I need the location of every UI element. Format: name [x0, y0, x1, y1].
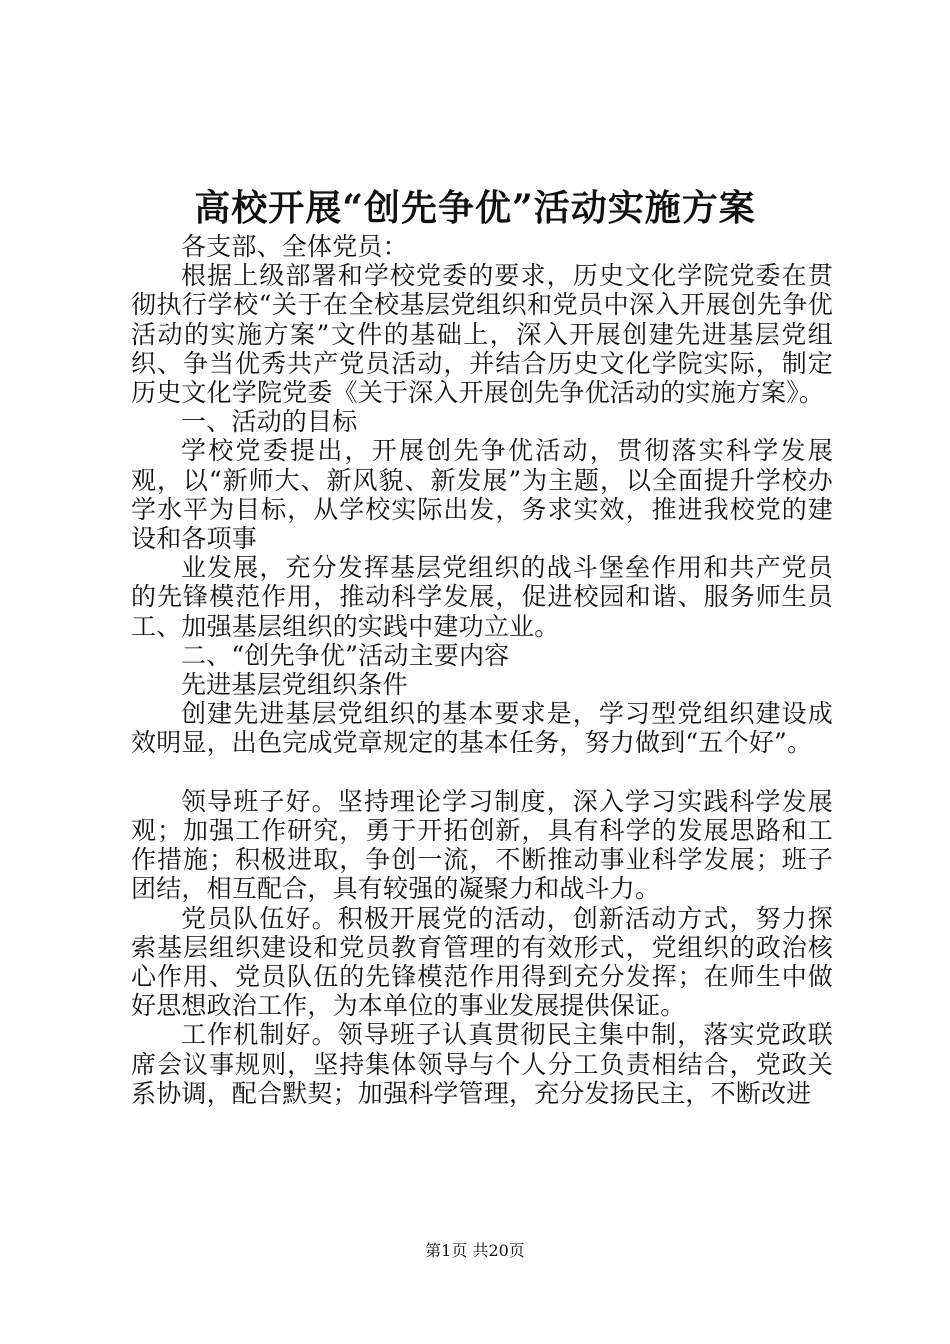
document-title: 高校开展“创先争优”活动实施方案: [194, 187, 756, 229]
paragraph-work-mechanism: 工作机制好。领导班子认真贯彻民主集中制，落实党政联席会议事规则，坚持集体领导与个人分工负责相结合，党政关系协调，配合默契；加强科学管理，充分发扬民主，不断改进: [131, 1020, 833, 1108]
paragraph-basic-requirements: 创建先进基层党组织的基本要求是，学习型党组织建设成效明显，出色完成党章规定的基本任务，努力做到“五个好”。: [131, 699, 833, 758]
paragraph-goal: 学校党委提出，开展创先争优活动，贯彻落实科学发展观，以“新师大、新风貌、新发展”为主题，以全面提升学校办学水平为目标，从学校实际出发，务求实效，推进我校党的建设和各项事: [131, 436, 833, 554]
heading-activity-goal: 一、活动的目标: [181, 407, 358, 437]
subheading-conditions: 先进基层党组织条件: [181, 670, 408, 700]
paragraph-goal-continued: 业发展，充分发挥基层党组织的战斗堡垒作用和共产党员的先锋模范作用，推动科学发展，促进校园和谐、服务师生员工、加强基层组织的实践中建功立业。: [131, 553, 833, 641]
paragraph-party-members: 党员队伍好。积极开展党的活动，创新活动方式，努力探索基层组织建设和党员教育管理的有效形式，党组织的政治核心作用、党员队伍的先锋模范作用得到充分发挥；在师生中做好思想政治工作，为本单位的事业发展提供保证。: [131, 903, 833, 1021]
document-body: [131, 232, 833, 1108]
paragraph-intro: 根据上级部署和学校党委的要求，历史文化学院党委在贯彻执行学校“关于在全校基层党组织和党员中深入开展创先争优活动的实施方案”文件的基础上，深入开展创建先进基层党组织、争当优秀共产党员活动，并结合历史文化学院实际，制定历史文化学院党委《关于深入开展创先争优活动的实施方案》。: [131, 261, 833, 408]
paragraph-leadership: 领导班子好。坚持理论学习制度，深入学习实践科学发展观；加强工作研究，勇于开拓创新，具有科学的发展思路和工作措施；积极进取，争创一流，不断推动事业科学发展；班子团结，相互配合，具有较强的凝聚力和战斗力。: [131, 786, 833, 904]
heading-main-content: 二、“创先争优”活动主要内容: [181, 640, 510, 670]
paragraph-salutation: 各支部、全体党员：: [181, 232, 408, 261]
blank-line: [131, 758, 833, 787]
page-footer: 第1页 共20页: [425, 1241, 525, 1260]
